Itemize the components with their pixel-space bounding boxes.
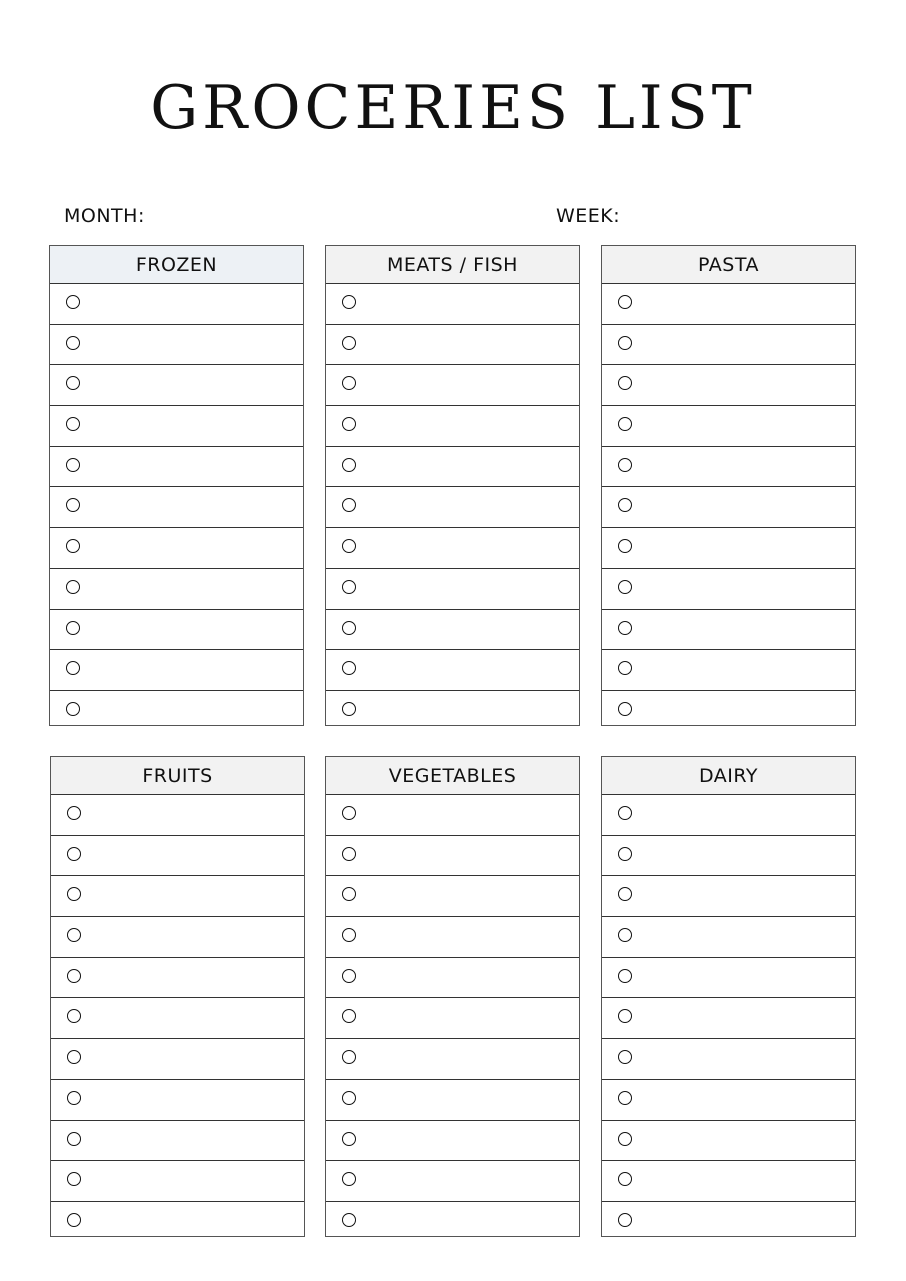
section-header-fruits: FRUITS <box>51 757 304 795</box>
checklist-row[interactable] <box>602 365 855 406</box>
checklist-row[interactable] <box>326 528 579 569</box>
checkbox-circle-icon[interactable] <box>342 661 356 675</box>
section-header-pasta: PASTA <box>602 246 855 284</box>
checkbox-circle-icon[interactable] <box>67 847 81 861</box>
checkbox-circle-icon[interactable] <box>342 1172 356 1186</box>
checkbox-circle-icon[interactable] <box>618 1132 632 1146</box>
checkbox-circle-icon[interactable] <box>618 806 632 820</box>
section-fruits <box>50 756 305 1237</box>
item-list <box>326 284 579 732</box>
checklist-row[interactable] <box>602 1202 855 1243</box>
checkbox-circle-icon[interactable] <box>342 1132 356 1146</box>
checkbox-circle-icon[interactable] <box>618 498 632 512</box>
checklist-row[interactable] <box>602 569 855 610</box>
checklist-row[interactable] <box>326 1080 579 1121</box>
checkbox-circle-icon[interactable] <box>342 1091 356 1105</box>
checklist-row[interactable] <box>326 365 579 406</box>
checkbox-circle-icon[interactable] <box>618 847 632 861</box>
checklist-row[interactable] <box>50 569 303 610</box>
item-list <box>50 284 303 732</box>
checkbox-circle-icon[interactable] <box>618 1050 632 1064</box>
checklist-row[interactable] <box>50 325 303 366</box>
checkbox-circle-icon[interactable] <box>66 458 80 472</box>
checklist-row[interactable] <box>51 836 304 877</box>
checklist-row[interactable] <box>326 447 579 488</box>
checklist-row[interactable] <box>602 284 855 325</box>
checklist-row[interactable] <box>326 650 579 691</box>
checklist-row[interactable] <box>602 1080 855 1121</box>
checklist-row[interactable] <box>51 1121 304 1162</box>
checkbox-circle-icon[interactable] <box>342 702 356 716</box>
section-dairy <box>601 756 856 1237</box>
checkbox-circle-icon[interactable] <box>342 336 356 350</box>
checklist-row[interactable] <box>51 795 304 836</box>
week-field-label: WEEK: <box>556 205 621 227</box>
checklist-row[interactable] <box>326 1121 579 1162</box>
checklist-row[interactable] <box>326 876 579 917</box>
checkbox-circle-icon[interactable] <box>67 1172 81 1186</box>
checkbox-circle-icon[interactable] <box>342 928 356 942</box>
section-header-meats-fish: MEATS / FISH <box>326 246 579 284</box>
checklist-row[interactable] <box>50 610 303 651</box>
checkbox-circle-icon[interactable] <box>618 1009 632 1023</box>
checklist-row[interactable] <box>51 1080 304 1121</box>
checkbox-circle-icon[interactable] <box>618 458 632 472</box>
checkbox-circle-icon[interactable] <box>342 539 356 553</box>
checklist-row[interactable] <box>50 447 303 488</box>
checklist-row[interactable] <box>51 1202 304 1243</box>
checklist-row[interactable] <box>602 1039 855 1080</box>
item-list <box>602 795 855 1243</box>
checkbox-circle-icon[interactable] <box>618 702 632 716</box>
checkbox-circle-icon[interactable] <box>66 621 80 635</box>
checkbox-circle-icon[interactable] <box>618 928 632 942</box>
checklist-row[interactable] <box>326 406 579 447</box>
checkbox-circle-icon[interactable] <box>67 1009 81 1023</box>
checkbox-circle-icon[interactable] <box>342 1213 356 1227</box>
section-header-frozen: FROZEN <box>50 246 303 284</box>
checkbox-circle-icon[interactable] <box>66 702 80 716</box>
checklist-row[interactable] <box>326 795 579 836</box>
checklist-row[interactable] <box>602 836 855 877</box>
checkbox-circle-icon[interactable] <box>66 498 80 512</box>
checklist-row[interactable] <box>602 610 855 651</box>
checkbox-circle-icon[interactable] <box>67 969 81 983</box>
page-title: GROCERIES LIST <box>150 73 756 143</box>
checklist-row[interactable] <box>51 876 304 917</box>
checklist-row[interactable] <box>602 406 855 447</box>
checklist-row[interactable] <box>602 325 855 366</box>
item-list <box>51 795 304 1243</box>
checkbox-circle-icon[interactable] <box>66 295 80 309</box>
checklist-row[interactable] <box>51 1039 304 1080</box>
section-meats-fish <box>325 245 580 726</box>
checkbox-circle-icon[interactable] <box>67 928 81 942</box>
checklist-row[interactable] <box>326 487 579 528</box>
checklist-row[interactable] <box>50 528 303 569</box>
checkbox-circle-icon[interactable] <box>67 1091 81 1105</box>
checklist-row[interactable] <box>326 1161 579 1202</box>
checkbox-circle-icon[interactable] <box>67 1213 81 1227</box>
checkbox-circle-icon[interactable] <box>66 417 80 431</box>
checklist-row[interactable] <box>50 284 303 325</box>
checkbox-circle-icon[interactable] <box>342 847 356 861</box>
checklist-row[interactable] <box>602 487 855 528</box>
checkbox-circle-icon[interactable] <box>618 1213 632 1227</box>
checkbox-circle-icon[interactable] <box>618 969 632 983</box>
checkbox-circle-icon[interactable] <box>342 498 356 512</box>
checkbox-circle-icon[interactable] <box>342 969 356 983</box>
checklist-row[interactable] <box>326 958 579 999</box>
checklist-row[interactable] <box>602 1121 855 1162</box>
checklist-row[interactable] <box>602 650 855 691</box>
checkbox-circle-icon[interactable] <box>66 336 80 350</box>
checklist-row[interactable] <box>326 836 579 877</box>
checklist-row[interactable] <box>326 691 579 732</box>
checklist-row[interactable] <box>326 325 579 366</box>
checkbox-circle-icon[interactable] <box>618 1091 632 1105</box>
checkbox-circle-icon[interactable] <box>342 806 356 820</box>
section-header-dairy: DAIRY <box>602 757 855 795</box>
checklist-row[interactable] <box>50 650 303 691</box>
month-field-label: MONTH: <box>64 205 145 227</box>
checklist-row[interactable] <box>50 406 303 447</box>
checklist-row[interactable] <box>326 610 579 651</box>
checkbox-circle-icon[interactable] <box>342 1050 356 1064</box>
checklist-row[interactable] <box>326 1039 579 1080</box>
checklist-row[interactable] <box>326 284 579 325</box>
checkbox-circle-icon[interactable] <box>618 580 632 594</box>
checklist-row[interactable] <box>602 691 855 732</box>
checklist-row[interactable] <box>602 1161 855 1202</box>
item-list <box>326 795 579 1243</box>
checkbox-circle-icon[interactable] <box>618 417 632 431</box>
checklist-row[interactable] <box>602 958 855 999</box>
checkbox-circle-icon[interactable] <box>67 1132 81 1146</box>
section-vegetables <box>325 756 580 1237</box>
checkbox-circle-icon[interactable] <box>342 458 356 472</box>
section-header-vegetables: VEGETABLES <box>326 757 579 795</box>
checklist-row[interactable] <box>50 691 303 732</box>
checkbox-circle-icon[interactable] <box>618 376 632 390</box>
checkbox-circle-icon[interactable] <box>67 887 81 901</box>
checkbox-circle-icon[interactable] <box>66 580 80 594</box>
checkbox-circle-icon[interactable] <box>342 376 356 390</box>
checkbox-circle-icon[interactable] <box>618 661 632 675</box>
checkbox-circle-icon[interactable] <box>618 621 632 635</box>
checklist-row[interactable] <box>51 998 304 1039</box>
checkbox-circle-icon[interactable] <box>342 580 356 594</box>
checklist-row[interactable] <box>326 1202 579 1243</box>
checklist-row[interactable] <box>602 528 855 569</box>
checkbox-circle-icon[interactable] <box>618 295 632 309</box>
checkbox-circle-icon[interactable] <box>66 539 80 553</box>
checkbox-circle-icon[interactable] <box>618 336 632 350</box>
checklist-row[interactable] <box>602 876 855 917</box>
checkbox-circle-icon[interactable] <box>67 806 81 820</box>
checklist-row[interactable] <box>51 958 304 999</box>
checklist-row[interactable] <box>326 569 579 610</box>
checkbox-circle-icon[interactable] <box>342 295 356 309</box>
checklist-row[interactable] <box>51 1161 304 1202</box>
section-frozen <box>49 245 304 726</box>
checklist-row[interactable] <box>602 447 855 488</box>
item-list <box>602 284 855 732</box>
checkbox-circle-icon[interactable] <box>342 887 356 901</box>
checkbox-circle-icon[interactable] <box>618 539 632 553</box>
checklist-row[interactable] <box>326 998 579 1039</box>
checklist-row[interactable] <box>326 917 579 958</box>
checklist-row[interactable] <box>50 487 303 528</box>
checkbox-circle-icon[interactable] <box>66 661 80 675</box>
checklist-row[interactable] <box>50 365 303 406</box>
checkbox-circle-icon[interactable] <box>342 1009 356 1023</box>
checkbox-circle-icon[interactable] <box>342 621 356 635</box>
checkbox-circle-icon[interactable] <box>66 376 80 390</box>
checklist-row[interactable] <box>51 917 304 958</box>
checklist-row[interactable] <box>602 795 855 836</box>
checklist-row[interactable] <box>602 917 855 958</box>
checkbox-circle-icon[interactable] <box>342 417 356 431</box>
checkbox-circle-icon[interactable] <box>67 1050 81 1064</box>
checkbox-circle-icon[interactable] <box>618 887 632 901</box>
checkbox-circle-icon[interactable] <box>618 1172 632 1186</box>
section-pasta <box>601 245 856 726</box>
checklist-row[interactable] <box>602 998 855 1039</box>
